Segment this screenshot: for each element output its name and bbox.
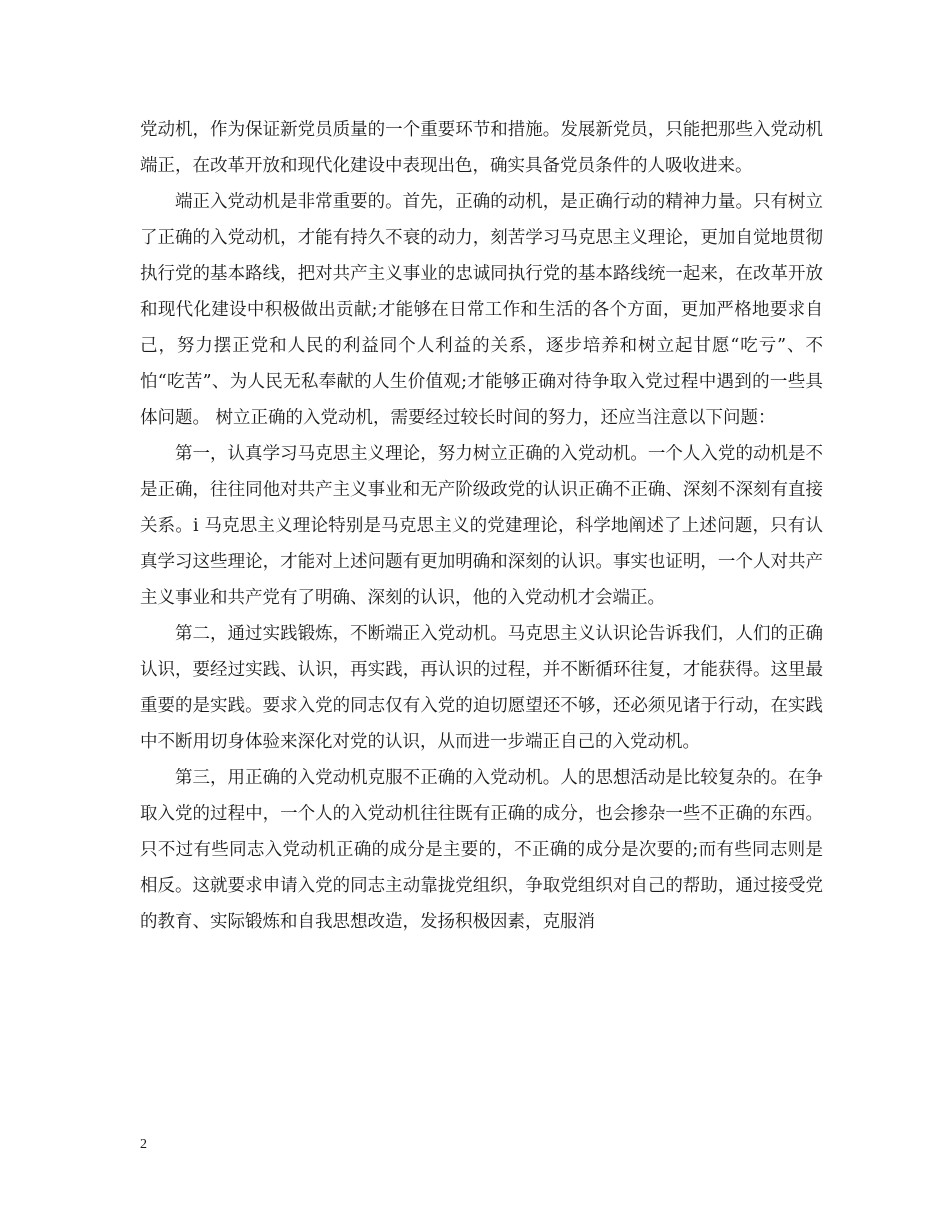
- page-number: 2: [140, 1137, 147, 1152]
- paragraph-first-point: 第一，认真学习马克思主义理论，努力树立正确的入党动机。一个人入党的动机是不是正确，往往同他对共产主义事业和无产阶级政党的认识正确不正确、深刻不深刻有直接关系。i 马克思主义理论特别是马克思主义的党建理论，科学地阐述了上述问题，只有认真学习这些理论，才能对上述问题有更加明确和深刻的认识。事实也证明，一个人对共产主义事业和共产党有了明确、深刻的认识，他的入党动机才会端正。: [140, 444, 823, 608]
- document-body: [140, 112, 823, 940]
- paragraph-third-point: 第三，用正确的入党动机克服不正确的入党动机。人的思想活动是比较复杂的。在争取入党的过程中，一个人的入党动机往往既有正确的成分，也会掺杂一些不正确的东西。只不过有些同志入党动机正确的成分是主要的，不正确的成分是次要的;而有些同志则是相反。这就要求申请入党的同志主动靠拢党组织，争取党组织对自己的帮助，通过接受党的教育、实际锻炼和自我思想改造，发扬积极因素，克服消: [140, 768, 823, 932]
- paragraph-importance: 端正入党动机是非常重要的。首先，正确的动机，是正确行动的精神力量。只有树立了正确的入党动机，才能有持久不衰的动力，刻苦学习马克思主义理论，更加自觉地贯彻执行党的基本路线，把对共产主义事业的忠诚同执行党的基本路线统一起来，在改革开放和现代化建设中积极做出贡献;才能够在日常工作和生活的各个方面，更加严格地要求自己，努力摆正党和人民的利益同个人利益的关系，逐步培养和树立起甘愿“吃亏”、不怕“吃苦”、为人民无私奉献的人生价值观;才能够正确对待争取入党过程中遇到的一些具体问题。 树立正确的入党动机，需要经过较长时间的努力，还应当注意以下问题：: [140, 192, 823, 428]
- paragraph-continuation: 党动机，作为保证新党员质量的一个重要环节和措施。发展新党员，只能把那些入党动机端正，在改革开放和现代化建设中表现出色，确实具备党员条件的人吸收进来。: [140, 120, 823, 176]
- paragraph-second-point: 第二，通过实践锻炼，不断端正入党动机。马克思主义认识论告诉我们，人们的正确认识，要经过实践、认识，再实践，再认识的过程，并不断循环往复，才能获得。这里最重要的是实践。要求入党的同志仅有入党的迫切愿望还不够，还必须见诸于行动，在实践中不断用切身体验来深化对党的认识，从而进一步端正自己的入党动机。: [140, 624, 823, 752]
